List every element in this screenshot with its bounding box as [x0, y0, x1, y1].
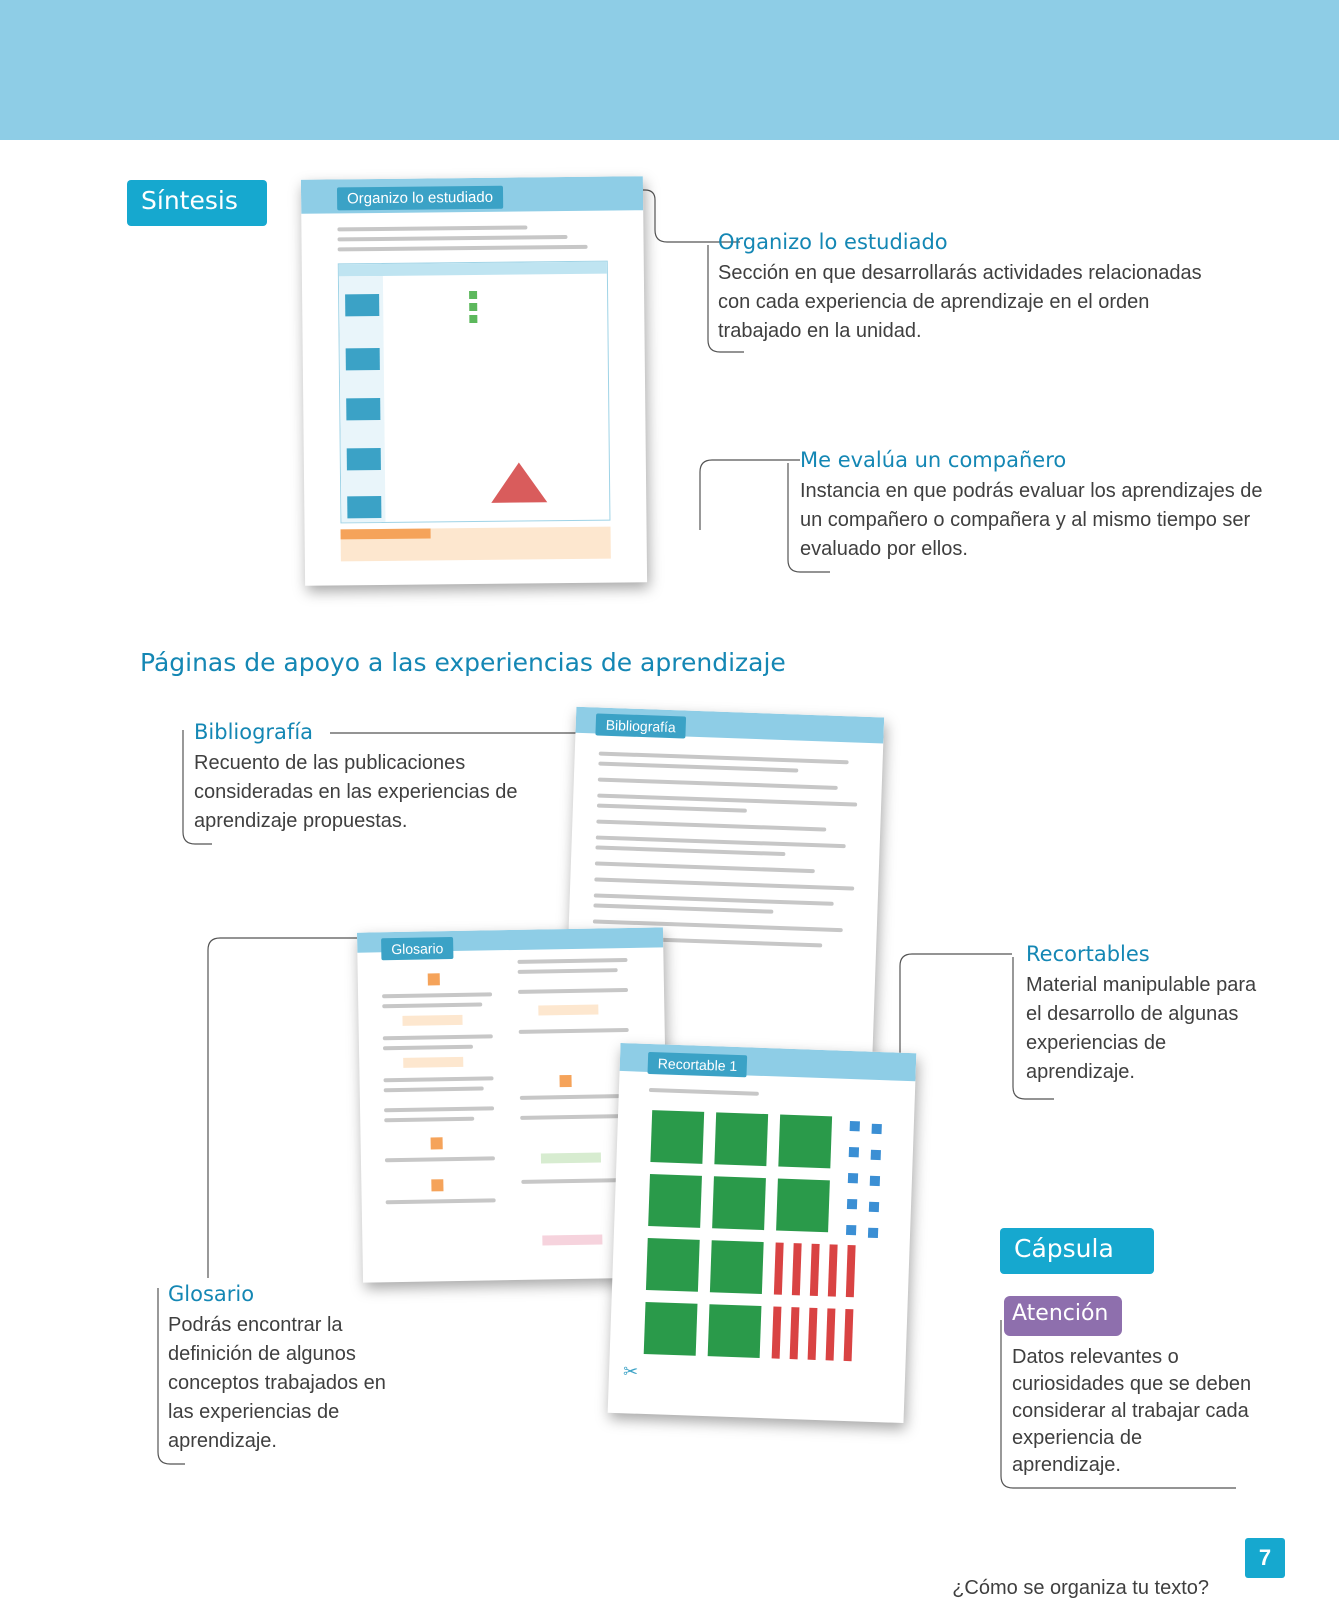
recortable-thumbnail-label: Recortable 1 [647, 1052, 747, 1077]
section-heading: Páginas de apoyo a las experiencias de aprendizaje [140, 648, 786, 677]
bibliografia-thumbnail-label: Bibliografía [595, 713, 686, 738]
recortables-title: Recortables [1026, 942, 1150, 966]
capsula-tag: Cápsula [1000, 1228, 1154, 1274]
glosario-title: Glosario [168, 1282, 255, 1306]
organizo-block [718, 228, 1218, 346]
organizo-thumbnail [301, 176, 647, 586]
evalua-text: Instancia en que podrás evaluar los aprendizajes de un compañero o compañera y al mismo tiempo ser evaluado por ellos. [800, 480, 1263, 560]
footer-text: ¿Cómo se organiza tu texto? [952, 1577, 1209, 1599]
organizo-table [338, 261, 611, 524]
bibliografia-title: Bibliografía [194, 720, 314, 744]
evalua-title: Me evalúa un compañero [800, 448, 1067, 472]
bibliografia-block [194, 718, 524, 836]
scissors-icon: ✂ [622, 1361, 639, 1382]
top-banner [0, 0, 1339, 140]
organizo-title: Organizo lo estudiado [718, 230, 948, 254]
organizo-thumbnail-label: Organizo lo estudiado [337, 186, 503, 211]
atencion-text: Datos relevantes o curiosidades que se deben considerar al trabajar cada experiencia de aprendizaje. [1012, 1346, 1252, 1476]
page-number: 7 [1245, 1538, 1285, 1578]
evalua-block [800, 446, 1270, 564]
torn-edge [0, 128, 1339, 148]
recortables-block [1026, 940, 1266, 1087]
recortables-text: Material manipulable para el desarrollo de algunas experiencias de aprendizaje. [1026, 974, 1257, 1083]
glosario-block [168, 1280, 398, 1456]
sintesis-tag: Síntesis [127, 180, 267, 226]
bibliografia-text: Recuento de las publicaciones consideradas en las experiencias de aprendizaje propuestas. [194, 752, 518, 832]
recortable-thumbnail [608, 1043, 917, 1423]
evalua-strip [341, 527, 611, 562]
glosario-text: Podrás encontrar la definición de algunos conceptos trabajados en las experiencias de aprendizaje. [168, 1314, 386, 1452]
glosario-thumbnail-label: Glosario [381, 937, 454, 960]
organizo-text: Sección en que desarrollarás actividades relacionadas con cada experiencia de aprendizaje en el orden trabajado en la unidad. [718, 262, 1202, 342]
atencion-tag: Atención [1004, 1296, 1122, 1336]
